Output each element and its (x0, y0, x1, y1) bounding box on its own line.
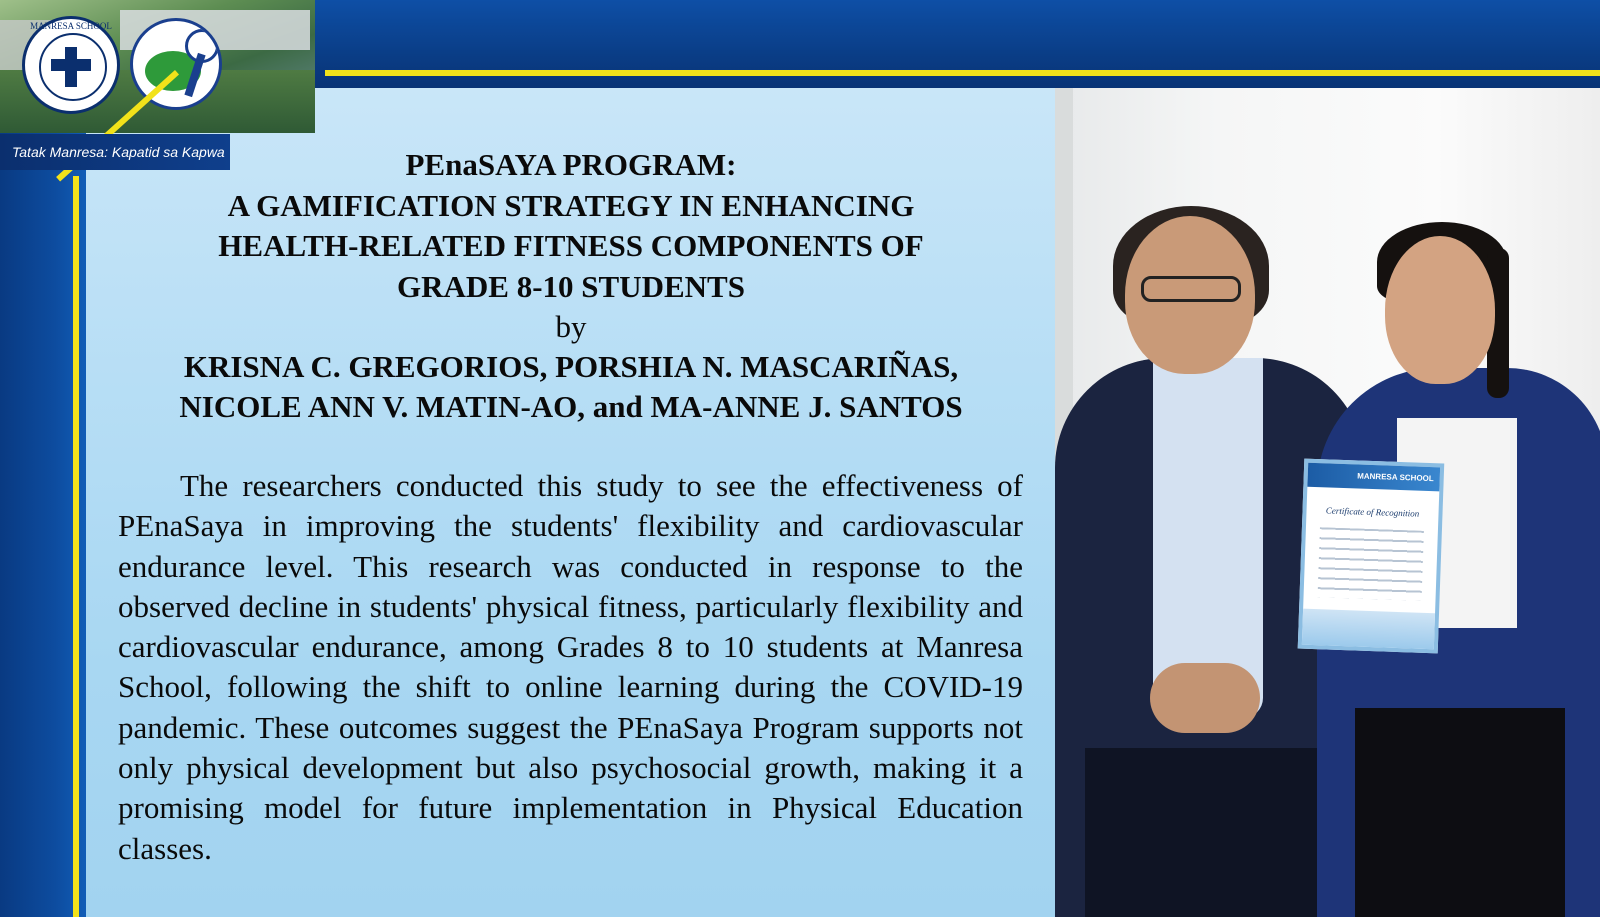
certificate-title: Certificate of Recognition (1325, 505, 1420, 519)
awardee-face (1385, 236, 1495, 384)
by-line: by (555, 309, 587, 344)
title-line: A GAMIFICATION STRATEGY IN ENHANCING (227, 187, 915, 223)
school-logo-banner (0, 0, 315, 133)
title-block (112, 145, 1030, 427)
presenter-hands (1150, 663, 1260, 733)
certificate-footer (1302, 609, 1435, 650)
top-accent-line (325, 70, 1600, 76)
title-line: PEnaSAYA PROGRAM: (405, 147, 737, 182)
seal-text: MANRESA SCHOOL (30, 21, 112, 31)
title-line: GRADE 8-10 STUDENTS (397, 268, 745, 304)
certificate-text-lines (1318, 527, 1424, 601)
school-tagline: Tatak Manresa: Kapatid sa Kapwa (0, 134, 230, 170)
authors-line: KRISNA C. GREGORIOS, PORSHIA N. MASCARIÑAS, (183, 349, 959, 384)
seal-cross-icon (51, 59, 91, 71)
abstract-paragraph: The researchers conducted this study to see the effectiveness of PEnaSaya in improving the students' flexibility and cardiovascular endurance level. This research was conducted in response to the observed decline in students' physical fitness, particularly flexibility and cardiovascular endurance, among Grades 8 to 10 students at Manresa School, following the shift to online learning during the COVID-19 pandemic. These outcomes suggest the PEnaSaya Program supports not only physical development but also psychosocial growth, making it a promising model for future implementation in Physical Education classes. (118, 468, 1023, 866)
authors-line: NICOLE ANN V. MATIN-AO, and MA-ANNE J. SANTOS (179, 389, 963, 424)
presenter-glasses (1141, 276, 1241, 302)
awardee-pants (1355, 708, 1565, 917)
certificate-of-recognition (1298, 459, 1445, 654)
presenter-skirt (1085, 748, 1335, 917)
title-line: HEALTH-RELATED FITNESS COMPONENTS OF (218, 228, 924, 263)
manresa-school-seal-icon (22, 16, 120, 114)
seal-cross-icon (65, 47, 77, 87)
program-globe-logo-icon (130, 18, 222, 110)
certificate-header: MANRESA SCHOOL (1307, 463, 1440, 492)
left-accent-line (73, 176, 79, 917)
award-photo (1055, 88, 1600, 917)
